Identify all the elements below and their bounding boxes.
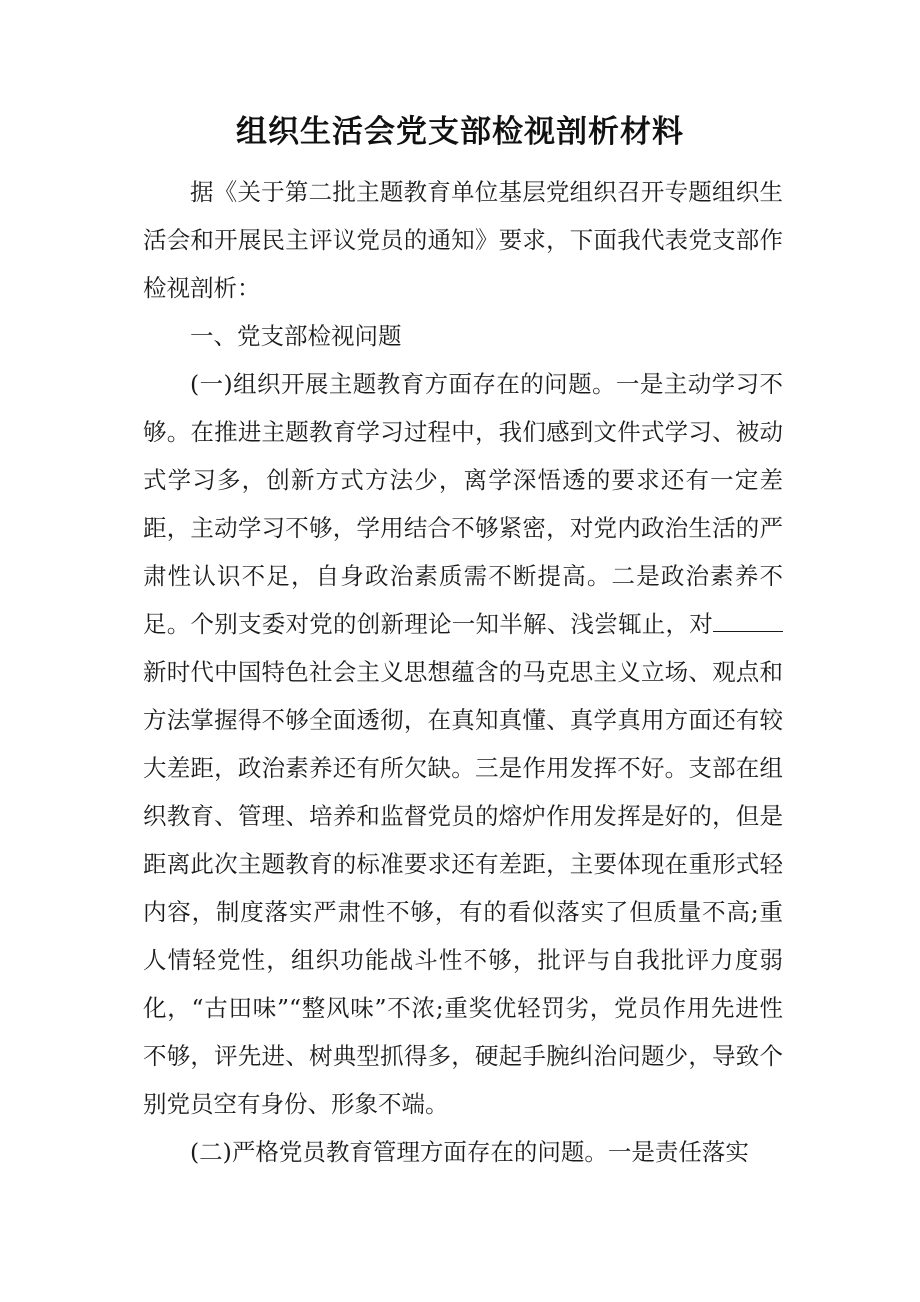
section-1-text-part-2: 新时代中国特色社会主义思想蕴含的马克思主义立场、观点和方法掌握得不够全面透彻，在真知真懂、真学真用方面还有较大差距，政治素养还有所欠缺。三是作用发挥不好。支部在组织教育、管理、培养和监督党员的熔炉作用发挥是好的，但是距离此次主题教育的标准要求还有差距，主要体现在重形式轻内容，制度落实严肃性不够，有的看似落实了但质量不高;重人情轻党性，组织功能战斗性不够，批评与自我批评力度弱化，“古田味”“整风味”不浓;重奖优轻罚劣，党员作用先进性不够，评先进、树典型抓得多，硬起手腕纠治问题少，导致个别党员空有身份、形象不端。 <box>143 658 783 1118</box>
section-1-paragraph <box>143 360 783 1128</box>
section-2-paragraph: (二)严格党员教育管理方面存在的问题。一是责任落实 <box>190 1138 749 1166</box>
intro-paragraph: 据《关于第二批主题教育单位基层党组织召开专题组织生活会和开展民主评议党员的通知》要求，下面我代表党支部作检视剖析： <box>143 178 783 302</box>
section-1-text-part-1: (一)组织开展主题教育方面存在的问题。一是主动学习不够。在推进主题教育学习过程中，我们感到文件式学习、被动式学习多，创新方式方法少，离学深悟透的要求还有一定差距，主动学习不够，学用结合不够紧密，对党内政治生活的严肃性认识不足，自身政治素质需不断提高。二是政治素养不足。个别支委对党的创新理论一知半解、浅尝辄止，对 <box>143 370 783 638</box>
redacted-blank <box>713 611 783 632</box>
document-body <box>143 168 783 1176</box>
section-heading: 一、党支部检视问题 <box>190 322 402 350</box>
document-title: 组织生活会党支部检视剖析材料 <box>236 114 684 150</box>
